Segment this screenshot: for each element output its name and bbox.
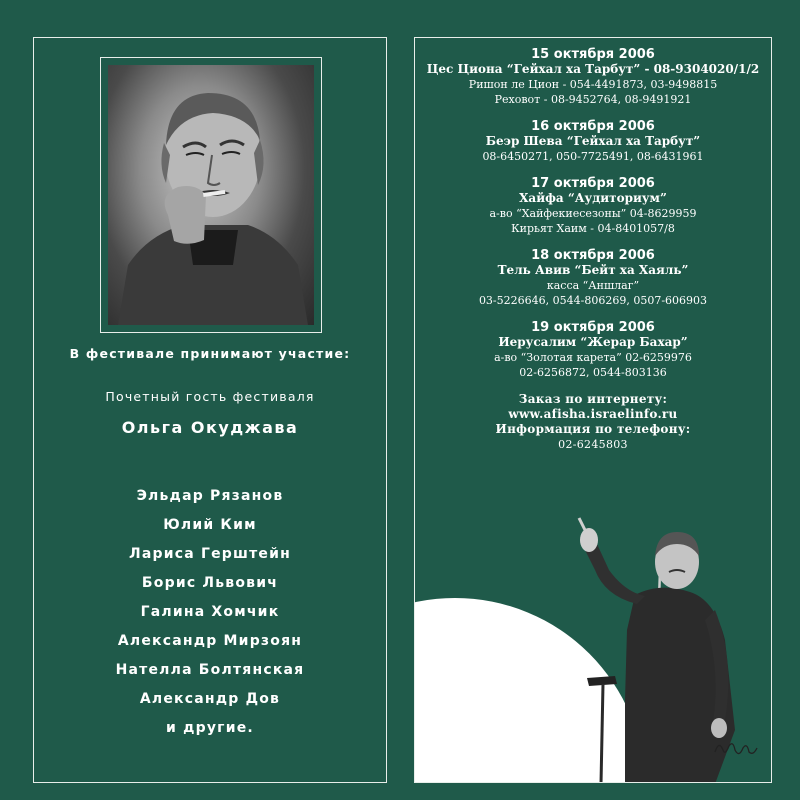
participant-item: Борис Львович (141, 575, 279, 591)
portrait-photo (108, 65, 314, 325)
phone-info-label: Информация по телефону: (495, 422, 691, 436)
event-phone-line: а-во “Хайфекиесезоны” 04-8629959 (489, 207, 697, 220)
right-panel (414, 37, 772, 783)
participants-list (34, 485, 386, 746)
concert-schedule (415, 47, 771, 452)
honorary-guest-label: Почетный гость фестиваля (105, 389, 315, 404)
participant-item: Юлий Ким (163, 517, 257, 533)
portrait-frame (100, 57, 322, 333)
event-venue: Хайфа “Аудиториум” (519, 191, 667, 205)
info-phone-number: 02-6245803 (558, 438, 628, 451)
event-phone-line: Реховот - 08-9452764, 08-9491921 (494, 93, 692, 106)
event-block (415, 320, 771, 380)
participant-item: Нателла Болтянская (115, 662, 305, 678)
event-date: 17 октября 2006 (531, 176, 655, 191)
left-panel (33, 37, 387, 783)
signature-mark (713, 738, 759, 760)
event-block (415, 176, 771, 236)
event-phone-line: касса “Аншлаг” (546, 279, 640, 292)
participant-item: Лариса Герштейн (129, 546, 291, 562)
event-phone-line: 08-6450271, 050-7725491, 08-6431961 (482, 150, 704, 163)
event-venue: Тель Авив “Бейт ха Хаяль” (497, 263, 689, 277)
honorary-guest-name: Ольга Окуджава (121, 418, 299, 437)
participation-heading: В фестивале принимают участие: (69, 346, 351, 361)
participant-item: Александр Мирзоян (117, 633, 303, 649)
participant-item: Галина Хомчик (140, 604, 280, 620)
event-block (415, 47, 771, 107)
portrait-illustration (108, 65, 314, 325)
event-date: 19 октября 2006 (531, 320, 655, 335)
event-phone-line: 02-6256872, 0544-803136 (519, 366, 667, 379)
internet-order-label: Заказ по интернету: (518, 392, 668, 406)
event-venue: Цес Циона “Гейхал ха Тарбут” - 08-9304020/1/2 (426, 62, 760, 76)
event-date: 16 октября 2006 (531, 119, 655, 134)
event-phone-line: 03-5226646, 0544-806269, 0507-606903 (478, 294, 708, 307)
event-block (415, 119, 771, 164)
event-phone-line: Кирьят Хаим - 04-8401057/8 (511, 222, 675, 235)
event-date: 15 октября 2006 (531, 47, 655, 62)
participant-item: и другие. (166, 720, 254, 736)
order-info (415, 392, 771, 452)
event-venue: Беэр Шева “Гейхал ха Тарбут” (485, 134, 701, 148)
event-venue: Иерусалим “Жерар Бахар” (498, 335, 688, 349)
event-phone-line: Ришон ле Цион - 054-4491873, 03-9498815 (468, 78, 718, 91)
event-block (415, 248, 771, 308)
participant-item: Александр Дов (139, 691, 281, 707)
event-date: 18 октября 2006 (531, 248, 655, 263)
website-link[interactable]: www.afisha.israelinfo.ru (508, 407, 678, 421)
participant-item: Эльдар Рязанов (136, 488, 284, 504)
event-phone-line: а-во “Золотая карета” 02-6259976 (494, 351, 692, 364)
